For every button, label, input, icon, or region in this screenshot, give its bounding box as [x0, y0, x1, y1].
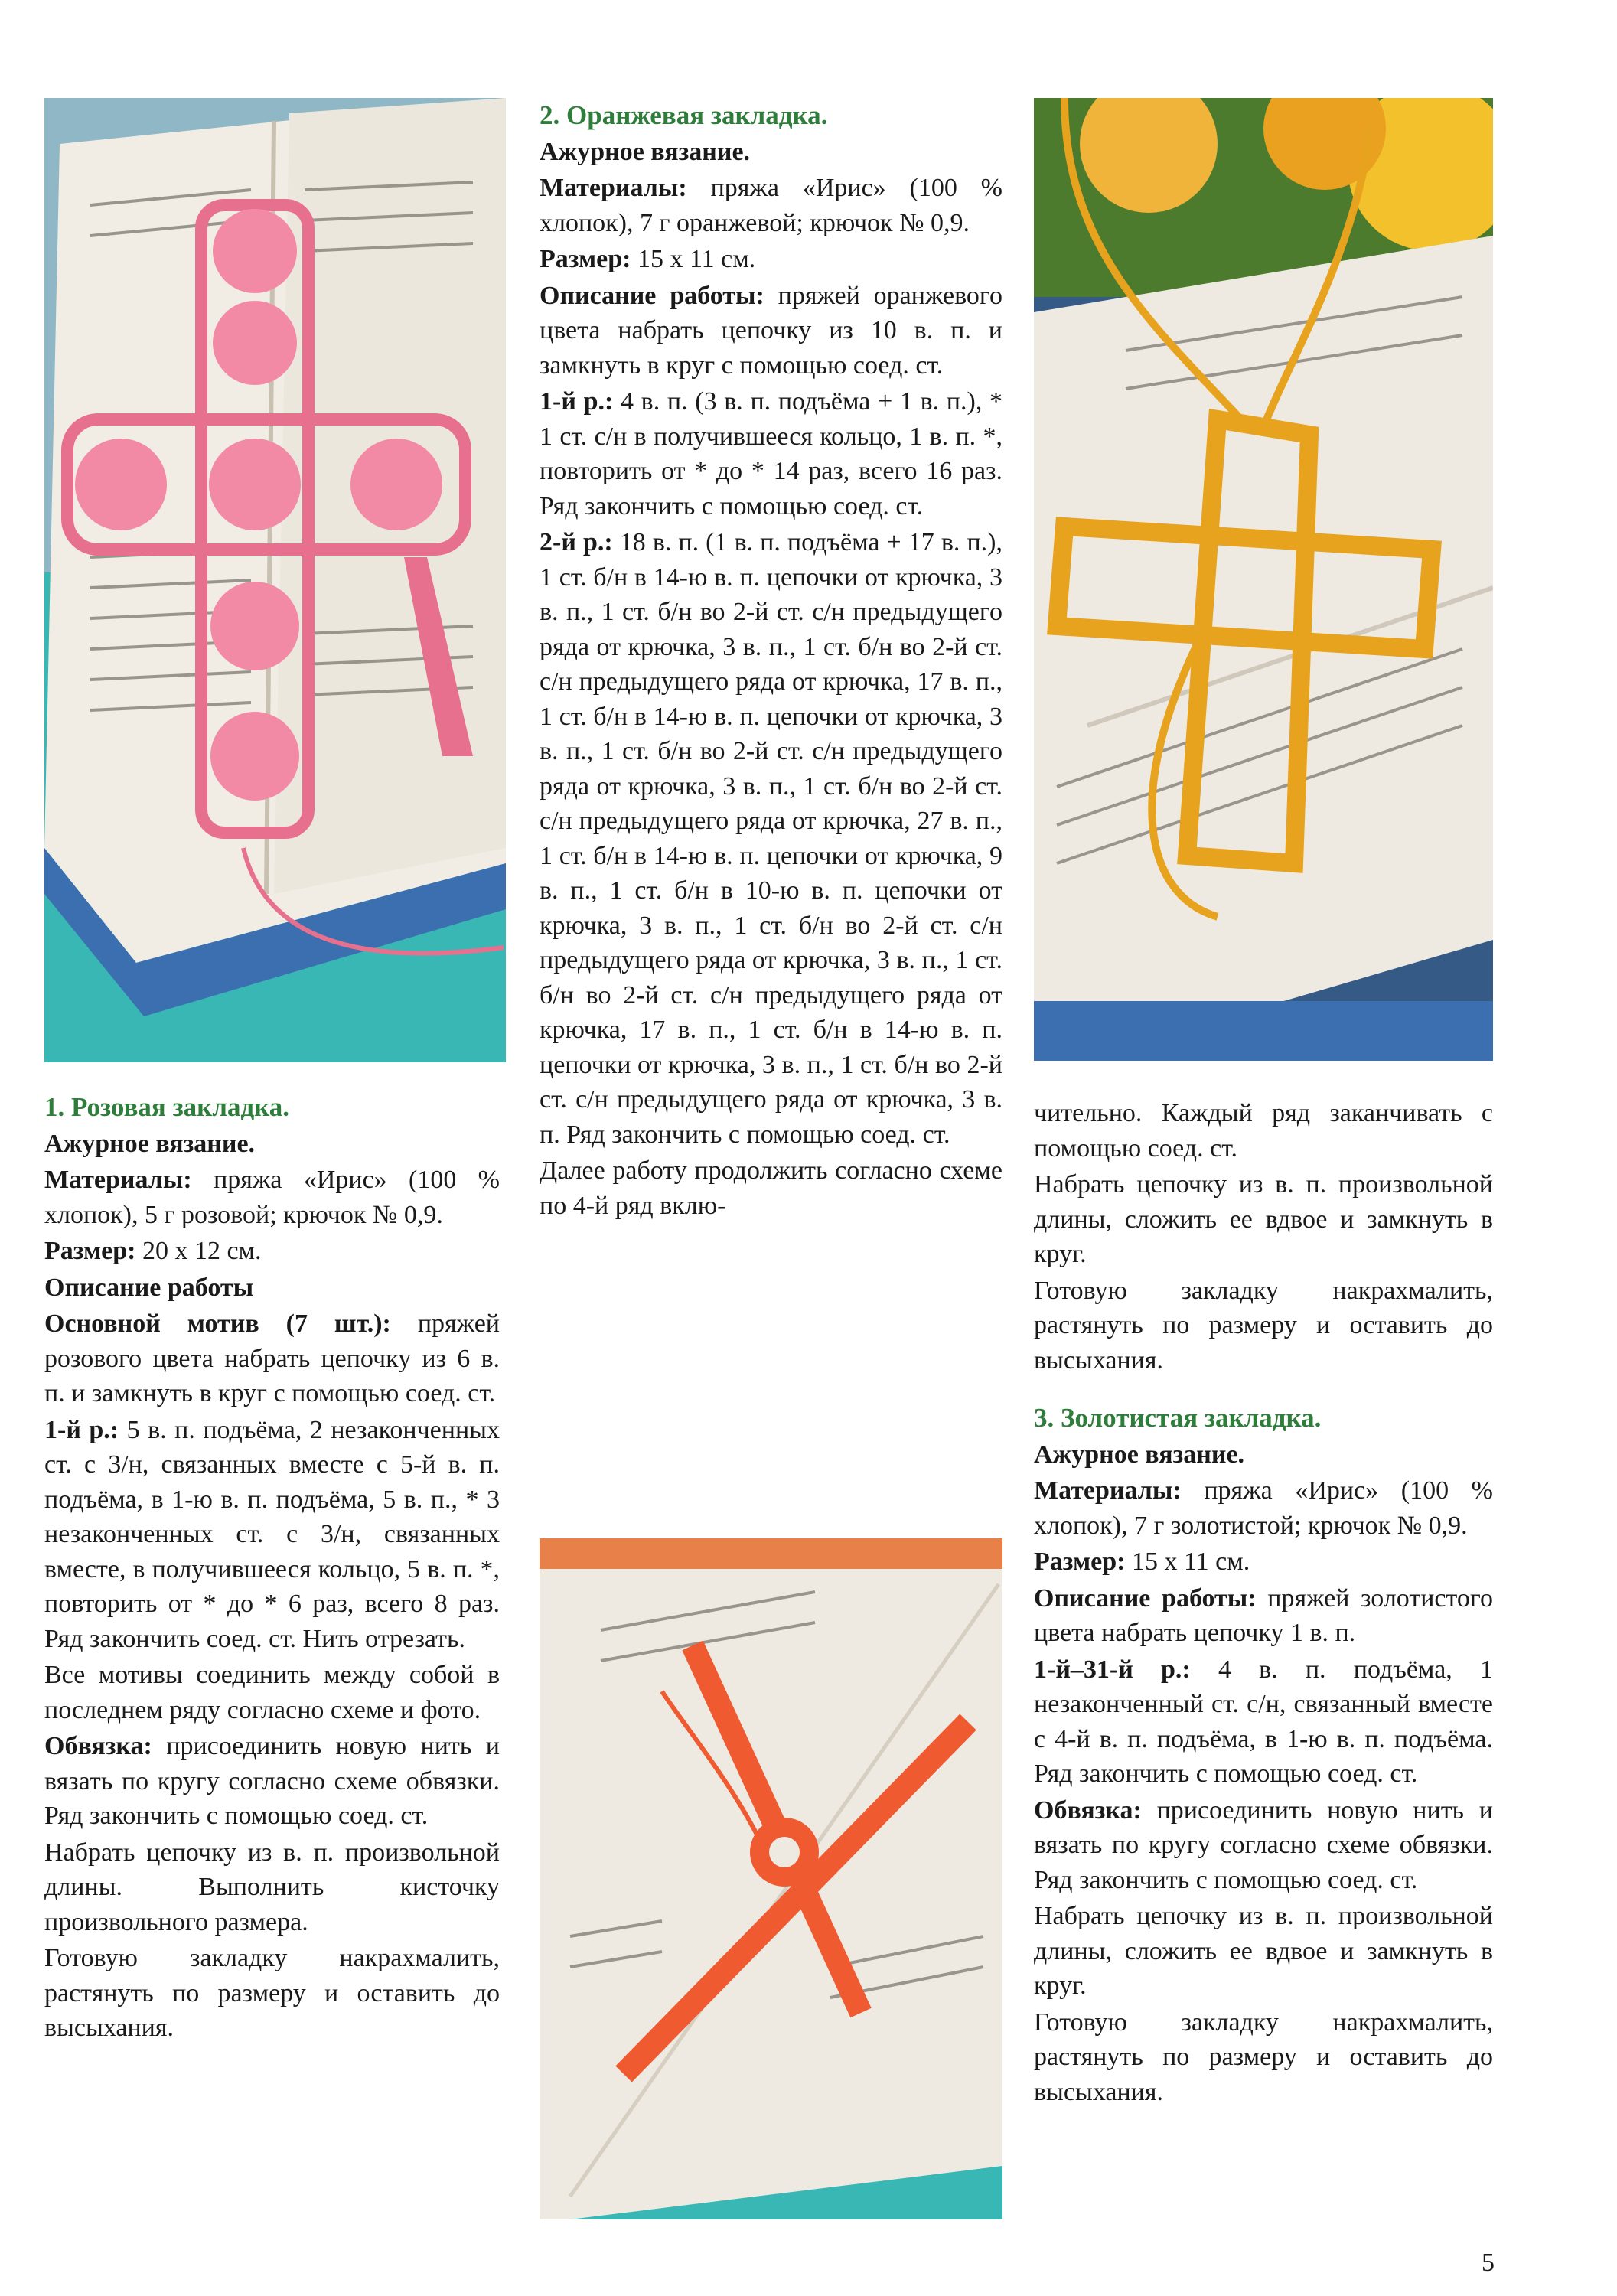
technique: Ажурное вязание.	[1034, 1440, 1245, 1469]
description: Описание работы: пряжей оранжевого цвета набрать цепочку из 10 в. п. и замкнуть в круг с помощью соед. ст.	[540, 281, 1002, 380]
row-1: 1-й р.: 5 в. п. подъёма, 2 незаконченных ст. с 3/н, связанных вместе с 5-й в. п. подъёма, в 1-ю в. п. подъёма, 5 в. п., * 3 незаконченных ст. с 3/н, связанных вместе, в получившееся кольцо, 5 в. п. *, повторить от * до * 6 раз, всего 8 раз. Ряд закончить соед. ст. Нить отрезать.	[44, 1415, 500, 1653]
edging: Обвязка: присоединить новую нить и вязать по кругу согласно схеме обвязки. Ряд закончить с помощью соед. ст.	[1034, 1795, 1493, 1894]
materials: Материалы: пряжа «Ирис» (100 % хлопок), 5 г розовой; крючок № 0,9.	[44, 1166, 500, 1229]
finish-paragraph: Готовую закладку накрахмалить, растянуть по размеру и оставить до высыхания.	[1034, 1276, 1493, 1375]
finish-paragraph: Готовую закладку накрахмалить, растянуть по размеру и оставить до высыхания.	[1034, 2007, 1493, 2106]
section-title: 3. Золотистая закладка.	[1034, 1403, 1322, 1433]
edging: Обвязка: присоединить новую нить и вязать по кругу согласно схеме обвязки. Ряд закончить с помощью соед. ст.	[44, 1732, 500, 1830]
row-1: 1-й р.: 4 в. п. (3 в. п. подъёма + 1 в. п.), * 1 ст. с/н в получившееся кольцо, 1 в. п. *, повторить от * до * 14 раз, всего 16 раз. Ряд закончить с помощью соед. ст.	[540, 387, 1002, 520]
pink-bookmark-photo	[44, 98, 506, 1062]
materials: Материалы: пряжа «Ирис» (100 % хлопок), 7 г золотистой; крючок № 0,9.	[1034, 1476, 1493, 1540]
continue-paragraph-end: чительно. Каждый ряд заканчивать с помощью соед. ст.	[1034, 1099, 1493, 1163]
section-title: 1. Розовая закладка.	[44, 1092, 290, 1122]
section-orange-bookmark	[540, 98, 1002, 1223]
finish-paragraph: Готовую закладку накрахмалить, растянуть по размеру и оставить до высыхания.	[44, 1944, 500, 2042]
materials: Материалы: пряжа «Ирис» (100 % хлопок), 7 г оранжевой; крючок № 0,9.	[540, 174, 1002, 237]
red-orange-bookmark-photo	[540, 1538, 1002, 2219]
row-2: 2-й р.: 18 в. п. (1 в. п. подъёма + 17 в. п.), 1 ст. б/н в 14-ю в. п. цепочки от крючка, 3 в. п., 1 ст. б/н во 2-й ст. с/н предыдущего ряда от крючка, 3 в. п., 1 ст. б/н во 2-й ст. с/н предыдущего ряда от крючка, 17 в. п., 1 ст. б/н в 14-ю в. п. цепочки от крючка, 3 в. п., 1 ст. б/н во 2-й ст. с/н предыдущего ряда от крючка, 3 в. п., 1 ст. б/н во 2-й ст. с/н предыдущего ряда от крючка, 27 в. п., 1 ст. б/н в 14-ю в. п. цепочки от крючка, 9 в. п., 1 ст. б/н в 10-ю в. п. цепочки от крючка, 3 в. п., 1 ст. б/н во 2-й ст. с/н предыдущего ряда от крючка, 3 в. п., 1 ст. б/н во 2-й ст. с/н предыдущего ряда от крючка, 17 в. п., 1 ст. б/н в 14-ю в. п. цепочки от крючка, 3 в. п., 1 ст. б/н во 2-й ст. с/н предыдущего ряда от крючка, 3 в. п. Ряд закончить с помощью соед. ст.	[540, 528, 1002, 1149]
motif: Основной мотив (7 шт.): пряжей розового цвета набрать цепочку из 6 в. п. и замкнуть в круг с помощью соед. ст.	[44, 1309, 500, 1407]
section-gold-bookmark	[1034, 1096, 1493, 2109]
section-title: 2. Оранжевая закладка.	[540, 100, 828, 130]
continue-paragraph: Далее работу продолжить согласно схеме по 4-й ряд вклю-	[540, 1156, 1002, 1220]
join-paragraph: Все мотивы соединить между собой в последнем ряду согласно схеме и фото.	[44, 1661, 500, 1724]
rows: 1-й–31-й р.: 4 в. п. подъёма, 1 незаконченный ст. с/н, связанный вместе с 4-й в. п. подъёма, в 1-ю в. п. подъёма. Ряд закончить с помощью соед. ст.	[1034, 1655, 1493, 1788]
description-title: Описание работы	[44, 1273, 254, 1302]
chain-paragraph: Набрать цепочку из в. п. произвольной длины. Выполнить кисточку произвольного размера.	[44, 1838, 500, 1936]
size: Размер: 15 х 11 см.	[1034, 1548, 1250, 1576]
size: Размер: 15 х 11 см.	[540, 245, 756, 273]
description: Описание работы: пряжей золотистого цвета набрать цепочку 1 в. п.	[1034, 1583, 1494, 1647]
chain-paragraph: Набрать цепочку из в. п. произвольной длины, сложить ее вдвое и замкнуть в круг.	[1034, 1170, 1493, 1268]
technique: Ажурное вязание.	[540, 137, 751, 166]
orange-bookmark-photo	[1034, 98, 1493, 1061]
page-number: 5	[1482, 2249, 1495, 2277]
section-pink-bookmark	[44, 1090, 500, 2046]
technique: Ажурное вязание.	[44, 1129, 256, 1158]
size: Размер: 20 х 12 см.	[44, 1237, 262, 1265]
chain-paragraph: Набрать цепочку из в. п. произвольной длины, сложить ее вдвое и замкнуть в круг.	[1034, 1902, 1493, 2000]
